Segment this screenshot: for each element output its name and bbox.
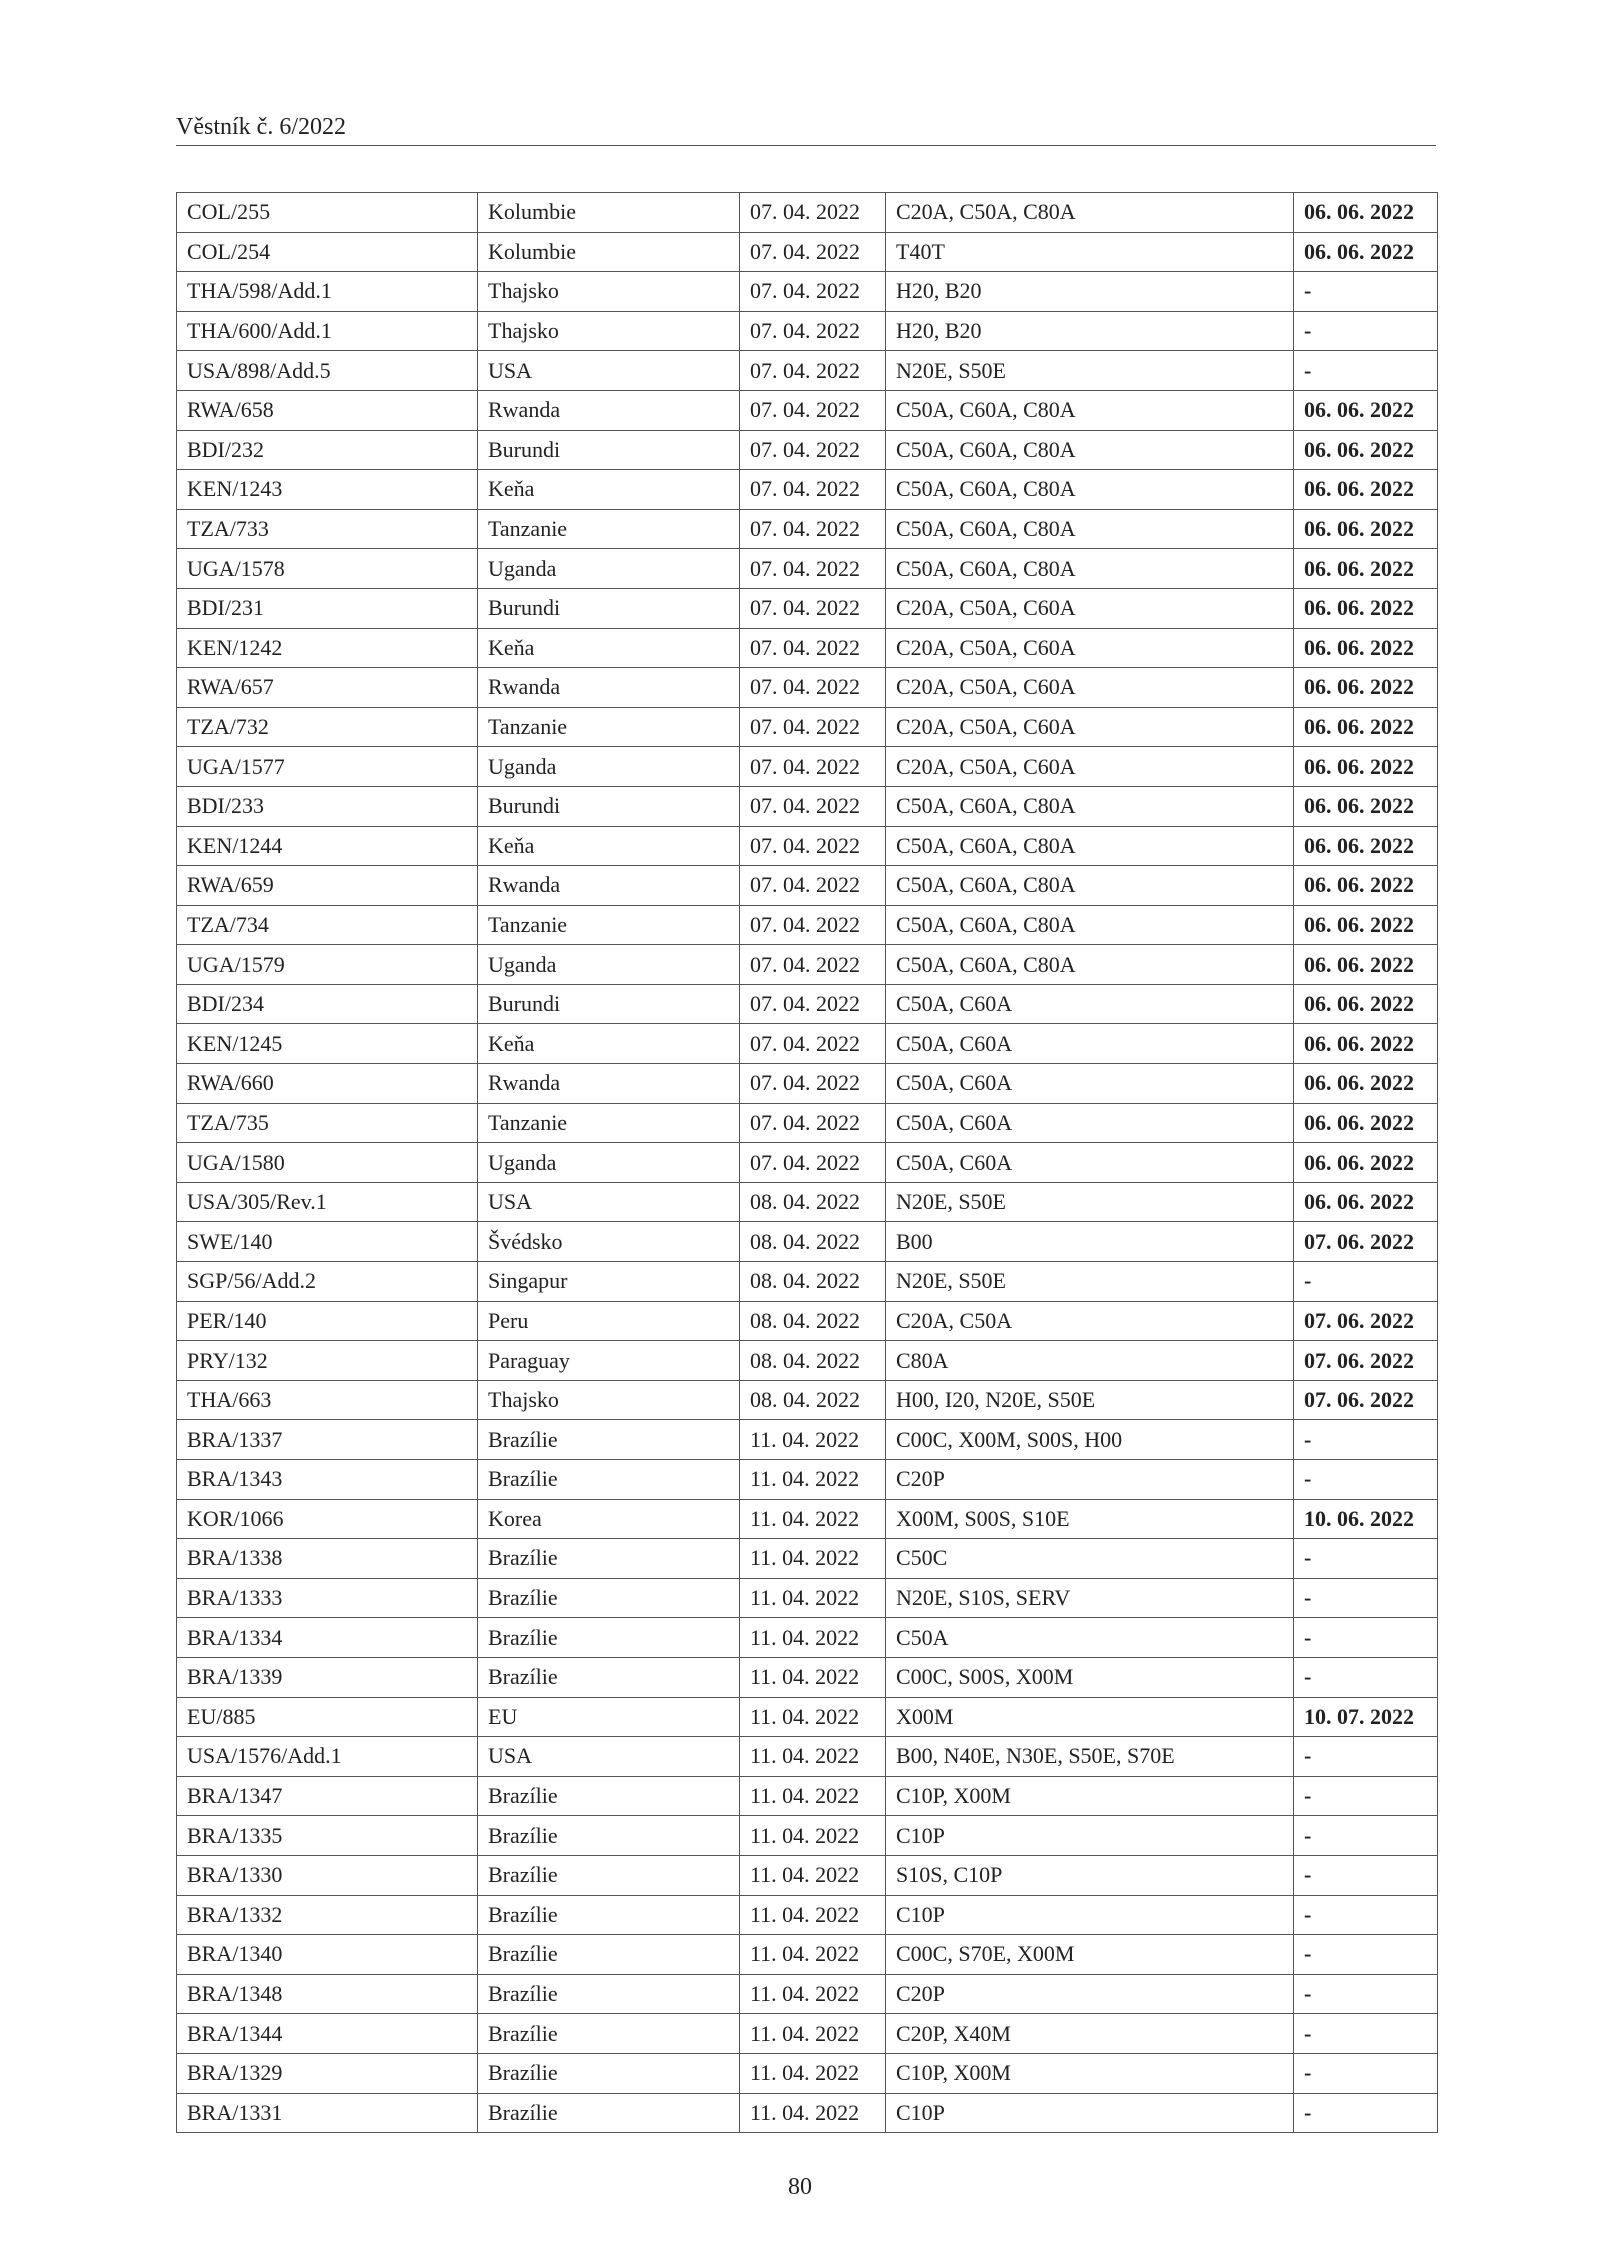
comment-deadline: 06. 06. 2022 <box>1294 1024 1438 1064</box>
comment-deadline: - <box>1294 2093 1438 2133</box>
notification-codes: C50A, C60A, C80A <box>886 509 1294 549</box>
notification-symbol: RWA/658 <box>177 390 478 430</box>
notification-symbol: BRA/1330 <box>177 1855 478 1895</box>
table-row <box>177 1182 1438 1222</box>
notification-date: 07. 04. 2022 <box>740 945 886 985</box>
comment-deadline: 06. 06. 2022 <box>1294 866 1438 906</box>
notification-date: 08. 04. 2022 <box>740 1341 886 1381</box>
notification-codes: B00, N40E, N30E, S50E, S70E <box>886 1737 1294 1777</box>
notification-date: 08. 04. 2022 <box>740 1380 886 1420</box>
page-header <box>176 112 1436 146</box>
table-row <box>177 1499 1438 1539</box>
notification-country: Brazílie <box>478 1460 740 1500</box>
notification-symbol: BRA/1329 <box>177 2053 478 2093</box>
notification-codes: C20P <box>886 1460 1294 1500</box>
notification-date: 11. 04. 2022 <box>740 1737 886 1777</box>
notification-country: Paraguay <box>478 1341 740 1381</box>
notification-country: Brazílie <box>478 2014 740 2054</box>
table-row <box>177 1341 1438 1381</box>
notification-symbol: KEN/1242 <box>177 628 478 668</box>
notification-symbol: BDI/232 <box>177 430 478 470</box>
notification-date: 11. 04. 2022 <box>740 2093 886 2133</box>
comment-deadline: - <box>1294 1420 1438 1460</box>
notification-date: 08. 04. 2022 <box>740 1301 886 1341</box>
table-row <box>177 1380 1438 1420</box>
notification-date: 07. 04. 2022 <box>740 1024 886 1064</box>
notification-date: 11. 04. 2022 <box>740 1460 886 1500</box>
notification-symbol: TZA/734 <box>177 905 478 945</box>
comment-deadline: - <box>1294 1776 1438 1816</box>
comment-deadline: 06. 06. 2022 <box>1294 588 1438 628</box>
table-row <box>177 1460 1438 1500</box>
notification-country: Uganda <box>478 549 740 589</box>
notification-symbol: SGP/56/Add.2 <box>177 1262 478 1302</box>
notification-symbol: RWA/657 <box>177 668 478 708</box>
notification-codes: C00C, S00S, X00M <box>886 1657 1294 1697</box>
notification-codes: X00M <box>886 1697 1294 1737</box>
notification-symbol: BRA/1338 <box>177 1539 478 1579</box>
notification-codes: C80A <box>886 1341 1294 1381</box>
notification-date: 07. 04. 2022 <box>740 272 886 312</box>
comment-deadline: - <box>1294 1262 1438 1302</box>
notification-country: Burundi <box>478 984 740 1024</box>
notification-codes: C50A, C60A <box>886 1103 1294 1143</box>
notification-date: 07. 04. 2022 <box>740 786 886 826</box>
comment-deadline: 06. 06. 2022 <box>1294 1064 1438 1104</box>
table-row <box>177 232 1438 272</box>
notification-country: Brazílie <box>478 1935 740 1975</box>
notification-symbol: TZA/735 <box>177 1103 478 1143</box>
notification-symbol: RWA/659 <box>177 866 478 906</box>
notification-symbol: BDI/233 <box>177 786 478 826</box>
notification-country: Brazílie <box>478 1539 740 1579</box>
notification-date: 11. 04. 2022 <box>740 1420 886 1460</box>
notification-country: Peru <box>478 1301 740 1341</box>
notification-country: Brazílie <box>478 1895 740 1935</box>
comment-deadline: 07. 06. 2022 <box>1294 1222 1438 1262</box>
notification-codes: C20A, C50A <box>886 1301 1294 1341</box>
notification-codes: C50A, C60A, C80A <box>886 786 1294 826</box>
notification-codes: C20P, X40M <box>886 2014 1294 2054</box>
notification-codes: C50A, C60A <box>886 984 1294 1024</box>
notification-country: Brazílie <box>478 1855 740 1895</box>
comment-deadline: 06. 06. 2022 <box>1294 628 1438 668</box>
notification-codes: C50A, C60A, C80A <box>886 905 1294 945</box>
notification-date: 11. 04. 2022 <box>740 1974 886 2014</box>
notification-country: Brazílie <box>478 1618 740 1658</box>
notification-country: Kolumbie <box>478 193 740 233</box>
notification-country: Brazílie <box>478 1578 740 1618</box>
page-title: Věstník č. 6/2022 <box>176 114 346 140</box>
notification-symbol: KOR/1066 <box>177 1499 478 1539</box>
notification-date: 07. 04. 2022 <box>740 747 886 787</box>
notification-codes: C00C, S70E, X00M <box>886 1935 1294 1975</box>
notification-date: 07. 04. 2022 <box>740 193 886 233</box>
notification-symbol: BRA/1344 <box>177 2014 478 2054</box>
notification-symbol: BRA/1347 <box>177 1776 478 1816</box>
comment-deadline: 06. 06. 2022 <box>1294 707 1438 747</box>
notification-country: Keňa <box>478 1024 740 1064</box>
notification-date: 07. 04. 2022 <box>740 588 886 628</box>
notification-date: 11. 04. 2022 <box>740 2014 886 2054</box>
notification-country: EU <box>478 1697 740 1737</box>
comment-deadline: 06. 06. 2022 <box>1294 509 1438 549</box>
notification-symbol: BDI/231 <box>177 588 478 628</box>
notification-date: 07. 04. 2022 <box>740 826 886 866</box>
comment-deadline: 06. 06. 2022 <box>1294 430 1438 470</box>
comment-deadline: 06. 06. 2022 <box>1294 747 1438 787</box>
notification-codes: N20E, S50E <box>886 1182 1294 1222</box>
notification-codes: C50A, C60A, C80A <box>886 430 1294 470</box>
notification-symbol: BDI/234 <box>177 984 478 1024</box>
table-row <box>177 390 1438 430</box>
comment-deadline: 06. 06. 2022 <box>1294 232 1438 272</box>
comment-deadline: 06. 06. 2022 <box>1294 905 1438 945</box>
comment-deadline: 06. 06. 2022 <box>1294 470 1438 510</box>
notification-symbol: THA/598/Add.1 <box>177 272 478 312</box>
table-row <box>177 470 1438 510</box>
comment-deadline: - <box>1294 2053 1438 2093</box>
table-row <box>177 2093 1438 2133</box>
table-row <box>177 1301 1438 1341</box>
notification-symbol: BRA/1337 <box>177 1420 478 1460</box>
notification-date: 11. 04. 2022 <box>740 1776 886 1816</box>
notification-codes: C20A, C50A, C60A <box>886 628 1294 668</box>
notification-date: 07. 04. 2022 <box>740 1143 886 1183</box>
notification-country: Švédsko <box>478 1222 740 1262</box>
notification-date: 07. 04. 2022 <box>740 549 886 589</box>
table-row <box>177 1816 1438 1856</box>
notification-symbol: USA/305/Rev.1 <box>177 1182 478 1222</box>
table-row <box>177 1935 1438 1975</box>
table-row <box>177 1103 1438 1143</box>
notification-country: Rwanda <box>478 390 740 430</box>
notification-symbol: KEN/1244 <box>177 826 478 866</box>
notification-country: Brazílie <box>478 2053 740 2093</box>
notification-date: 11. 04. 2022 <box>740 2053 886 2093</box>
notification-table <box>176 192 1438 2133</box>
notification-country: Rwanda <box>478 866 740 906</box>
notification-codes: C50A <box>886 1618 1294 1658</box>
table-row <box>177 866 1438 906</box>
notification-symbol: THA/600/Add.1 <box>177 311 478 351</box>
table-row <box>177 1737 1438 1777</box>
comment-deadline: - <box>1294 1935 1438 1975</box>
notification-country: Thajsko <box>478 1380 740 1420</box>
page-number: 80 <box>788 2174 812 2200</box>
notification-codes: C50A, C60A <box>886 1064 1294 1104</box>
notification-date: 07. 04. 2022 <box>740 390 886 430</box>
notification-date: 11. 04. 2022 <box>740 1816 886 1856</box>
notification-country: Keňa <box>478 826 740 866</box>
comment-deadline: - <box>1294 1737 1438 1777</box>
comment-deadline: - <box>1294 1895 1438 1935</box>
comment-deadline: 06. 06. 2022 <box>1294 786 1438 826</box>
notification-codes: C10P <box>886 2093 1294 2133</box>
comment-deadline: 06. 06. 2022 <box>1294 1182 1438 1222</box>
table-row <box>177 668 1438 708</box>
notification-country: Uganda <box>478 945 740 985</box>
table-row <box>177 1420 1438 1460</box>
notification-codes: C10P <box>886 1816 1294 1856</box>
table-row <box>177 588 1438 628</box>
comment-deadline: - <box>1294 311 1438 351</box>
notification-date: 11. 04. 2022 <box>740 1697 886 1737</box>
notification-symbol: BRA/1339 <box>177 1657 478 1697</box>
notification-date: 11. 04. 2022 <box>740 1578 886 1618</box>
table-row <box>177 945 1438 985</box>
table-row <box>177 1776 1438 1816</box>
table-row <box>177 984 1438 1024</box>
comment-deadline: 06. 06. 2022 <box>1294 826 1438 866</box>
notification-codes: C20P <box>886 1974 1294 2014</box>
notification-date: 07. 04. 2022 <box>740 351 886 391</box>
notification-symbol: UGA/1578 <box>177 549 478 589</box>
notification-codes: C20A, C50A, C60A <box>886 588 1294 628</box>
notification-date: 07. 04. 2022 <box>740 470 886 510</box>
notification-symbol: BRA/1331 <box>177 2093 478 2133</box>
comment-deadline: - <box>1294 272 1438 312</box>
table-row <box>177 1895 1438 1935</box>
comment-deadline: - <box>1294 1974 1438 2014</box>
notification-codes: C10P, X00M <box>886 2053 1294 2093</box>
notification-codes: C50A, C60A <box>886 1024 1294 1064</box>
table-row <box>177 1143 1438 1183</box>
notification-symbol: RWA/660 <box>177 1064 478 1104</box>
notification-symbol: PER/140 <box>177 1301 478 1341</box>
notification-country: Brazílie <box>478 1657 740 1697</box>
notification-codes: H20, B20 <box>886 272 1294 312</box>
notification-symbol: BRA/1332 <box>177 1895 478 1935</box>
comment-deadline: - <box>1294 1657 1438 1697</box>
notification-date: 11. 04. 2022 <box>740 1657 886 1697</box>
notification-date: 07. 04. 2022 <box>740 707 886 747</box>
notification-codes: N20E, S50E <box>886 351 1294 391</box>
table-row <box>177 1618 1438 1658</box>
notification-codes: C50A, C60A, C80A <box>886 390 1294 430</box>
notification-codes: C50A, C60A, C80A <box>886 549 1294 589</box>
notification-symbol: TZA/733 <box>177 509 478 549</box>
table-row <box>177 1974 1438 2014</box>
notification-codes: C50A, C60A, C80A <box>886 470 1294 510</box>
comment-deadline: 06. 06. 2022 <box>1294 668 1438 708</box>
notification-codes: C10P <box>886 1895 1294 1935</box>
notification-country: Thajsko <box>478 272 740 312</box>
comment-deadline: 06. 06. 2022 <box>1294 390 1438 430</box>
notification-codes: C50A, C60A <box>886 1143 1294 1183</box>
notification-codes: H00, I20, N20E, S50E <box>886 1380 1294 1420</box>
notification-country: Uganda <box>478 1143 740 1183</box>
table-row <box>177 2053 1438 2093</box>
comment-deadline: 07. 06. 2022 <box>1294 1341 1438 1381</box>
table-row <box>177 509 1438 549</box>
notification-codes: C20A, C50A, C80A <box>886 193 1294 233</box>
notification-codes: S10S, C10P <box>886 1855 1294 1895</box>
table-row <box>177 1657 1438 1697</box>
notification-date: 07. 04. 2022 <box>740 905 886 945</box>
notification-country: Brazílie <box>478 1420 740 1460</box>
notification-symbol: BRA/1348 <box>177 1974 478 2014</box>
comment-deadline: - <box>1294 1618 1438 1658</box>
comment-deadline: 06. 06. 2022 <box>1294 549 1438 589</box>
table-row <box>177 905 1438 945</box>
notification-country: Brazílie <box>478 1974 740 2014</box>
notification-symbol: UGA/1580 <box>177 1143 478 1183</box>
notification-country: Tanzanie <box>478 1103 740 1143</box>
notification-codes: C50A, C60A, C80A <box>886 866 1294 906</box>
notification-date: 07. 04. 2022 <box>740 232 886 272</box>
table-row <box>177 2014 1438 2054</box>
notification-symbol: USA/1576/Add.1 <box>177 1737 478 1777</box>
table-row <box>177 311 1438 351</box>
comment-deadline: - <box>1294 351 1438 391</box>
notification-date: 08. 04. 2022 <box>740 1262 886 1302</box>
notification-country: Burundi <box>478 786 740 826</box>
comment-deadline: 07. 06. 2022 <box>1294 1380 1438 1420</box>
notification-date: 07. 04. 2022 <box>740 509 886 549</box>
table-row <box>177 193 1438 233</box>
notification-symbol: TZA/732 <box>177 707 478 747</box>
table-row <box>177 1024 1438 1064</box>
notification-symbol: BRA/1340 <box>177 1935 478 1975</box>
notification-country: Uganda <box>478 747 740 787</box>
notification-symbol: UGA/1577 <box>177 747 478 787</box>
comment-deadline: - <box>1294 2014 1438 2054</box>
notification-date: 07. 04. 2022 <box>740 1103 886 1143</box>
notification-date: 11. 04. 2022 <box>740 1539 886 1579</box>
notification-country: Brazílie <box>478 2093 740 2133</box>
notification-date: 07. 04. 2022 <box>740 628 886 668</box>
notification-country: USA <box>478 351 740 391</box>
notification-country: Kolumbie <box>478 232 740 272</box>
notification-country: Thajsko <box>478 311 740 351</box>
notification-codes: N20E, S10S, SERV <box>886 1578 1294 1618</box>
notification-codes: H20, B20 <box>886 311 1294 351</box>
notification-codes: C20A, C50A, C60A <box>886 747 1294 787</box>
comment-deadline: - <box>1294 1539 1438 1579</box>
comment-deadline: 06. 06. 2022 <box>1294 984 1438 1024</box>
table-row <box>177 1222 1438 1262</box>
table-row <box>177 351 1438 391</box>
notification-symbol: SWE/140 <box>177 1222 478 1262</box>
notification-symbol: BRA/1335 <box>177 1816 478 1856</box>
notification-date: 11. 04. 2022 <box>740 1499 886 1539</box>
notification-codes: C50C <box>886 1539 1294 1579</box>
table-row <box>177 786 1438 826</box>
notification-country: Tanzanie <box>478 707 740 747</box>
table-row <box>177 1064 1438 1104</box>
comment-deadline: - <box>1294 1855 1438 1895</box>
notification-symbol: USA/898/Add.5 <box>177 351 478 391</box>
notification-symbol: BRA/1343 <box>177 1460 478 1500</box>
table-row <box>177 1855 1438 1895</box>
notification-codes: C20A, C50A, C60A <box>886 707 1294 747</box>
notification-country: Tanzanie <box>478 509 740 549</box>
notification-codes: N20E, S50E <box>886 1262 1294 1302</box>
notification-country: Korea <box>478 1499 740 1539</box>
comment-deadline: 07. 06. 2022 <box>1294 1301 1438 1341</box>
notification-country: Keňa <box>478 628 740 668</box>
table-row <box>177 707 1438 747</box>
notification-symbol: COL/254 <box>177 232 478 272</box>
notification-codes: C50A, C60A, C80A <box>886 826 1294 866</box>
notification-symbol: UGA/1579 <box>177 945 478 985</box>
table-row <box>177 1262 1438 1302</box>
notification-codes: C50A, C60A, C80A <box>886 945 1294 985</box>
notification-symbol: PRY/132 <box>177 1341 478 1381</box>
notification-symbol: KEN/1243 <box>177 470 478 510</box>
notification-date: 08. 04. 2022 <box>740 1182 886 1222</box>
comment-deadline: 06. 06. 2022 <box>1294 193 1438 233</box>
comment-deadline: 06. 06. 2022 <box>1294 945 1438 985</box>
notification-date: 07. 04. 2022 <box>740 668 886 708</box>
table-row <box>177 1539 1438 1579</box>
comment-deadline: - <box>1294 1816 1438 1856</box>
notification-country: Singapur <box>478 1262 740 1302</box>
notification-codes: T40T <box>886 232 1294 272</box>
notification-country: Brazílie <box>478 1816 740 1856</box>
notification-country: Rwanda <box>478 668 740 708</box>
notification-date: 07. 04. 2022 <box>740 311 886 351</box>
notification-symbol: EU/885 <box>177 1697 478 1737</box>
notification-symbol: BRA/1334 <box>177 1618 478 1658</box>
notification-date: 07. 04. 2022 <box>740 866 886 906</box>
notification-country: Keňa <box>478 470 740 510</box>
notification-date: 11. 04. 2022 <box>740 1618 886 1658</box>
notification-date: 08. 04. 2022 <box>740 1222 886 1262</box>
notification-country: Rwanda <box>478 1064 740 1104</box>
notification-country: Burundi <box>478 430 740 470</box>
table-row <box>177 549 1438 589</box>
notification-country: Tanzanie <box>478 905 740 945</box>
table-row <box>177 272 1438 312</box>
notification-codes: C10P, X00M <box>886 1776 1294 1816</box>
notification-date: 11. 04. 2022 <box>740 1855 886 1895</box>
notification-date: 11. 04. 2022 <box>740 1935 886 1975</box>
notification-table-body <box>177 193 1438 2133</box>
comment-deadline: 06. 06. 2022 <box>1294 1143 1438 1183</box>
notification-country: Brazílie <box>478 1776 740 1816</box>
comment-deadline: 06. 06. 2022 <box>1294 1103 1438 1143</box>
table-row <box>177 747 1438 787</box>
notification-symbol: THA/663 <box>177 1380 478 1420</box>
comment-deadline: - <box>1294 1460 1438 1500</box>
notification-codes: X00M, S00S, S10E <box>886 1499 1294 1539</box>
notification-symbol: KEN/1245 <box>177 1024 478 1064</box>
notification-date: 07. 04. 2022 <box>740 1064 886 1104</box>
notification-country: USA <box>478 1182 740 1222</box>
notification-date: 07. 04. 2022 <box>740 430 886 470</box>
notification-date: 07. 04. 2022 <box>740 984 886 1024</box>
notification-codes: C00C, X00M, S00S, H00 <box>886 1420 1294 1460</box>
notification-symbol: COL/255 <box>177 193 478 233</box>
notification-date: 11. 04. 2022 <box>740 1895 886 1935</box>
notification-codes: B00 <box>886 1222 1294 1262</box>
notification-symbol: BRA/1333 <box>177 1578 478 1618</box>
comment-deadline: - <box>1294 1578 1438 1618</box>
comment-deadline: 10. 07. 2022 <box>1294 1697 1438 1737</box>
table-row <box>177 628 1438 668</box>
comment-deadline: 10. 06. 2022 <box>1294 1499 1438 1539</box>
table-row <box>177 826 1438 866</box>
notification-country: USA <box>478 1737 740 1777</box>
table-row <box>177 1697 1438 1737</box>
notification-country: Burundi <box>478 588 740 628</box>
notification-codes: C20A, C50A, C60A <box>886 668 1294 708</box>
table-row <box>177 1578 1438 1618</box>
table-row <box>177 430 1438 470</box>
